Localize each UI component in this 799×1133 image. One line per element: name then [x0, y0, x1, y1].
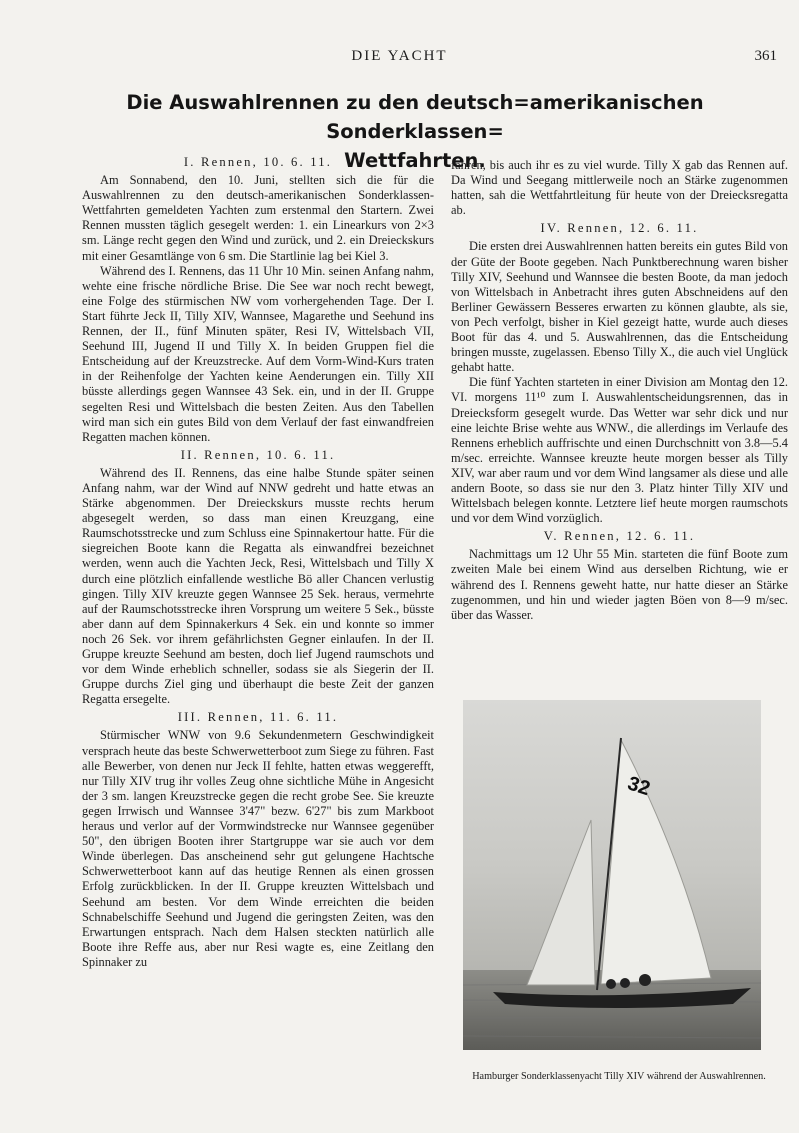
race-3-heading: III. Rennen, 11. 6. 11.: [177, 710, 339, 725]
yacht-photograph: [463, 700, 761, 1050]
running-head: DIE YACHT: [351, 48, 448, 64]
race-3-paragraph-1: Stürmischer WNW von 9.6 Sekundenmetern Geschwindigkeit versprach heute das beste Schwerwetterboot zum Siege zu führen. Fast alle Bewerber, von denen nur Jeck II fehlte, hatten etwas weggerefft, nur Tilly XIV trug ihr volles Zeug ohne sichtliche Mühe in Angesicht der 3 sm. langen Kreuzstrecke gegen die recht grobe See. Sie kreuzte gegen Irrwisch und Wannsee 3'47" bezw. 6'27" bis zum Markboot heraus und verlor auf der Vormwindstrecke nur Wannsee gegenüber 50", den übrigen Booten ihrer Startgruppe war sie auch vor dem Winde überlegen. Das anscheinend sehr gut gelungene Hachtsche Schwerwetterboot kann auf das heutige Rennen als einen grossen Erfolg zurückblicken. In der II. Gruppe kreuzten Wittelsbach und Seehund am besten. Vor dem Winde erreichten die beiden Schnabelschiffe Seehund und Jugend die geringsten Zeiten, was den Erwartungen entsprach. Nach dem Halsen steckten natürlich alle Boote ihre Reffe aus, aber nur Resi wagte es, eine Zeitlang den Spinnaker zu: [82, 728, 434, 969]
race-2-paragraph-1: Während des II. Rennens, das eine halbe Stunde später seinen Anfang nahm, war der Wind auf NNW gedreht und hatte etwas an Stärke abgenommen. Der Dreieckskurs musste rechts herum abgesegelt werden, so dass man einen Kreuzgang, eine Raumschotsstrecke und zum Schluss eine Spinnakertour hatte. Für die siegreichen Boote kann die Regatta als einwandfrei bezeichnet werden, wenn auch die Yachten Jeck, Resi, Wittelsbach und Tilly X durch eine plötzlich einfallende westliche Bö aller Chancen verlustig gingen. Tilly XIV kreuzte gegen Wannsee 25 Sek. heraus, vermehrte auf der Raumschotsstrecke ihren Vorsprung um weitere 5 Sek., büsste aber dann auf dem Spinnakerkurs 4 Sek. ein und konnte so immer noch 26 Sek. vor ihrem gefährlichsten Gegner einlaufen. In der II. Gruppe kreuzte Seehund am besten, doch lief Jugend raumschots und vor dem Winde erheblich schneller, sodass sie als Siegerin der II. Gruppe durchs Ziel ging und überhaupt die beste Zeit der ganzen Regatta ersegelte.: [82, 465, 434, 707]
race-3-continued: fahren, bis auch ihr es zu viel wurde. Tilly X gab das Rennen auf. Da Wind und Seegang mittlerweile noch an Stärke zugenommen hatten, sah die Wettfahrtleitung für heute von der Dreiecksregatta ab.: [451, 158, 788, 218]
photo-caption: Hamburger Sonderklassenyacht Tilly XIV während der Auswahlrennen.: [472, 1071, 766, 1082]
article-title-line-1: Die Auswahlrennen zu den deutsch=amerikanischen Sonderklassen=: [126, 91, 704, 143]
crew-1: [606, 979, 616, 989]
race-5-heading: V. Rennen, 12. 6. 11.: [543, 529, 696, 544]
left-column: [82, 152, 434, 970]
page-number: 361: [754, 48, 777, 64]
race-2-heading: II. Rennen, 10. 6. 11.: [180, 447, 336, 462]
race-1-paragraph-2: Während des I. Rennens, das 11 Uhr 10 Min. seinen Anfang nahm, wehte eine frische nördliche Brise. Die See war noch recht bewegt, eine Folge des stürmischen NW vom vorhergehenden Tage. Der I. Start führte Jeck II, Tilly XIV, Wannsee, Magarethe und Seehund ins Rennen, der II., fünf Minuten später, Resi IV, Wittelsbach VII, Seehund III, Jugend II und Tilly X. In beiden Gruppen fiel die Entscheidung auf der Kreuzstrecke. Auf dem Vorm-Wind-Kurs traten in der Reihenfolge der Yachten keine Aenderungen ein. Tilly XII büsste allerdings gegen Wannsee 43 Sek. ein, und in der II. Gruppe segelten Resi und Wittelsbach die besten Zeiten. Aus den Tabellen wird man sich ein gutes Bild von dem Verlauf der fast einwandfreien Regatten machen können.: [82, 263, 434, 444]
race-1-heading: I. Rennen, 10. 6. 11.: [183, 155, 333, 169]
article-title-line-2: Wettfahrten.: [344, 149, 486, 172]
sail-number: 32: [624, 772, 653, 801]
race-1-paragraph-1: Am Sonnabend, den 10. Juni, stellten sich die für die Auswahlrennen zu den deutsch-amerikanischen Sonderklassen-Wettfahrten gemeldeten Yachten zum erstenmal den Startern. Zwei Rennen mussten täglich gesegelt werden: 1. ein Linearkurs von 2×3 sm. Länge recht gegen den Wind und zurück, und 2. ein Dreieckskurs mit einer Gesamtlänge von 6 sm. Die Startlinie lag bei Kiel 3.: [82, 173, 434, 263]
right-column: [451, 158, 788, 623]
race-4-heading: IV. Rennen, 12. 6. 11.: [540, 221, 699, 236]
yacht-illustration: [463, 700, 761, 1050]
race-4-paragraph-1: Die ersten drei Auswahlrennen hatten bereits ein gutes Bild von der Güte der Boote gegeben. Nach Punktberechnung waren bisher Tilly XIV, Seehund und Wannsee die besten Boote, da man jedoch von Wittelsbach in Anbetracht ihres guten Abschneidens auf den Berliner Gewässern Besseres erwarten zu können glaubte, als sie, von Pech verfolgt, bisher in Kiel gezeigt hatte, wurde auch dieses Boot für das 4. und 5. Auswahlrennen, das die Entscheidung bringen musste, zugelassen. Ebenso Tilly X., die auch viel Unglück gehabt hatte.: [451, 239, 788, 375]
race-4-paragraph-2: Die fünf Yachten starteten in einer Division am Montag den 12. VI. morgens 11¹⁰ zum I. Auswahlentscheidungsrennen, das in Dreiecksform gesegelt wurde. Das Wetter war sehr dick und nur eine leichte Brise wehte aus WNW., die allerdings im Verlaufe des Rennens erheblich auffrischte und einen Durchschnitt von 3.8—5.4 m/sec. erreichte. Wannsee kreuzte heute morgen besser als Tilly XIV, war aber raum und vor dem Wind langsamer als diese und alle andern Boote, so dass sie nur den 3. Platz hinter Tilly XIV und Wittelsbach belegen konnte. Letztere lief heute morgen raumschots und vor dem Wind vorzüglich.: [451, 375, 788, 526]
crew-3: [639, 974, 651, 986]
crew-2: [620, 978, 630, 988]
race-5-paragraph-1: Nachmittags um 12 Uhr 55 Min. starteten die fünf Boote zum zweiten Male bei einem Wind aus derselben Richtung, wie er während des I. Rennens geweht hatte, nur hatte dieser an Stärke zugenommen, und hin und wieder jagten Böen von 8—9 m/sec. über das Wasser.: [451, 547, 788, 622]
